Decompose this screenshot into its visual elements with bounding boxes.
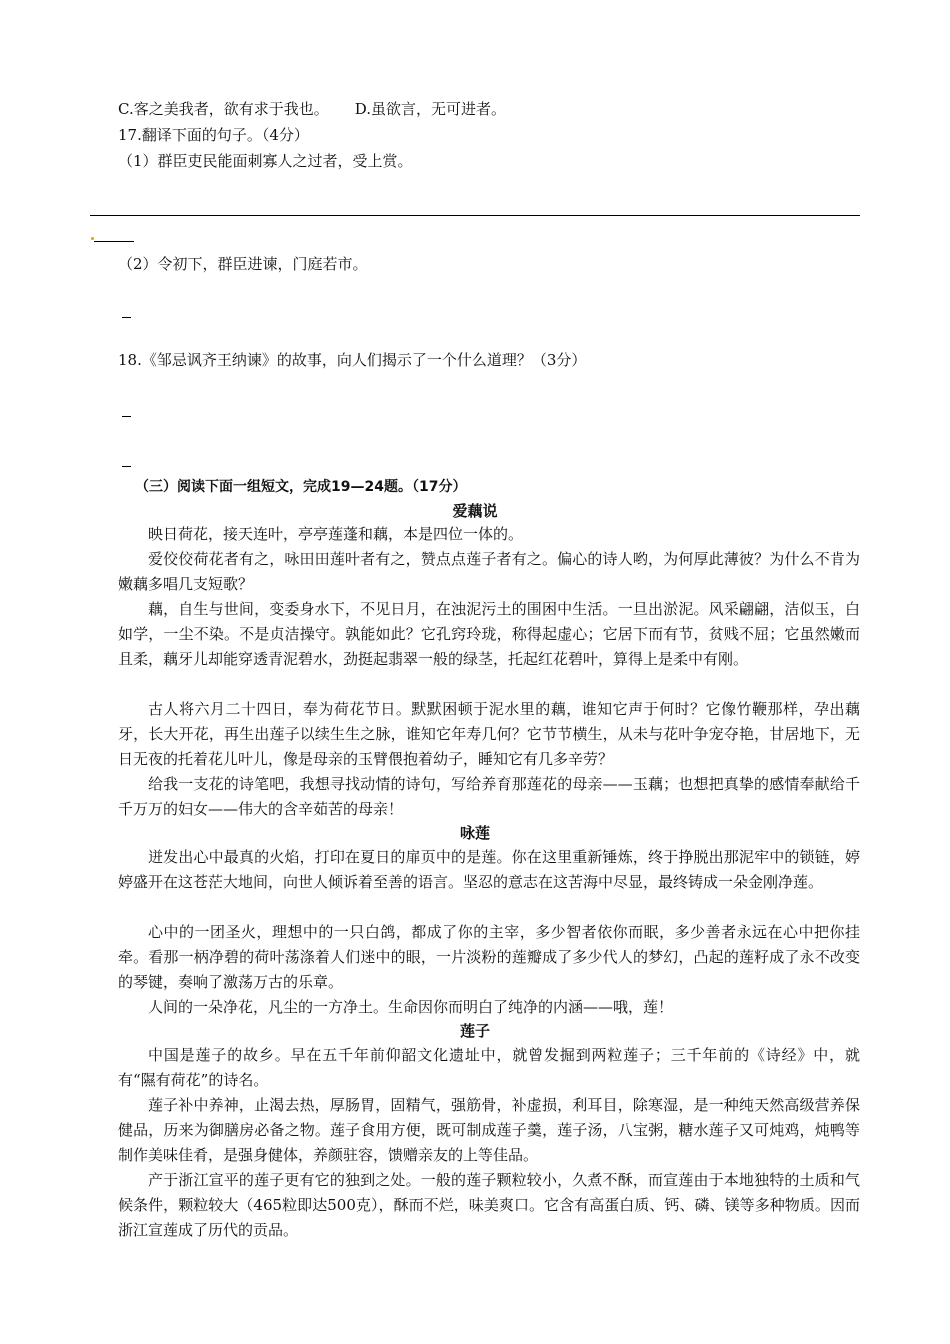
answer-line-short (94, 241, 134, 242)
section-heading: （三）阅读下面一组短文，完成19—24题。（17分） (135, 479, 467, 495)
mark-dot (91, 237, 94, 240)
answer-blank (122, 317, 131, 318)
article-3-paragraph: 产于浙江宣平的莲子更有它的独到之处。一般的莲子颗粒较小，久煮不酥，而宣莲由于本地独特的土质和气候条件，颗粒较大（465粒即达500克），酥而不烂，味美爽口。它含有高蛋白质、钙、磷、镁等多种物质。因而浙江宣莲成了历代的贡品。 (118, 1171, 861, 1239)
answer-blank (122, 466, 131, 467)
article-1-paragraph: 给我一支花的诗笔吧，我想寻找动情的诗句，写给养育那莲花的母亲——玉藕；也想把真挚的感情奉献给千千万万的妇女——伟大的含辛茹苦的母亲！ (118, 775, 860, 818)
article-3-title: 莲子 (459, 1022, 490, 1040)
article-3-paragraph: 中国是莲子的故乡。早在五千年前仰韶文化遗址中，就曾发掘到两粒莲子；三千年前的《诗经》中，就有“隰有荷花”的诗名。 (118, 1046, 860, 1089)
option-c: C.客之美我者，欲有求于我也。 (118, 100, 329, 118)
article-3-paragraph: 莲子补中养神，止渴去热，厚肠胃，固精气，强筋骨，补虚损，利耳目，除寒湿，是一种纯天然高级营养保健品，历来为御膳房必备之物。莲子食用方便，既可制成莲子羹，莲子汤，八宝粥，糖水莲子又可炖鸡，炖鸭等制作美味佳肴，是强身健体，养颜驻容，馈赠亲友的上等佳品。 (118, 1096, 860, 1164)
question-17-sentence-1: （1）群臣吏民能面刺寡人之过者，受上赏。 (118, 152, 413, 170)
article-2-paragraph: 心中的一团圣火，理想中的一只白鸽，都成了你的主宰，多少智者依你而眠，多少善者永远在心中把你挂牵。看那一柄净碧的荷叶荡涤着人们迷中的眼，一片淡粉的莲瓣成了多少代人的梦幻，凸起的莲籽成了永不改变的琴键，奏响了激荡万古的乐章。 (118, 923, 860, 991)
article-2-paragraph: 人间的一朵净花，凡尘的一方净土。生命因你而明白了纯净的内涵——哦，莲！ (148, 998, 674, 1016)
article-1-paragraph: 映日荷花，接天连叶，亭亭莲蓬和藕，本是四位一体的。 (148, 525, 524, 543)
question-18-title: 18.《邹忌讽齐王纳谏》的故事，向人们揭示了一个什么道理？（3分） (118, 351, 587, 369)
article-1-paragraph: 爱佼佼荷花者有之，咏田田莲叶者有之，赞点点莲子者有之。偏心的诗人哟，为何厚此薄彼？为什么不肯为嫩藕多唱几支短歌？ (118, 550, 860, 593)
article-2-title: 咏莲 (459, 824, 490, 842)
article-2-paragraph: 迸发出心中最真的火焰，打印在夏日的扉页中的是莲。你在这里重新锤炼，终于挣脱出那泥牢中的锁链，婷婷盛开在这苍茫大地间，向世人倾诉着至善的语言。坚忍的意志在这苦海中尽显，最终铸成一朵金刚净莲。 (118, 848, 860, 891)
answer-blank (122, 416, 131, 417)
article-1-paragraph: 古人将六月二十四日，奉为荷花节日。默默困顿于泥水里的藕，谁知它声于何时？它像竹鞭那样，孕出藕牙，长大开花，再生出莲子以续生生之脉，谁知它年寿几何？它节节横生，从未与花叶争宠夺艳，甘居地下，无日无夜的托着花儿叶儿，像是母亲的玉臂偎抱着幼子，睡知它有几多辛劳？ (118, 700, 860, 768)
option-line (118, 99, 506, 119)
answer-line (90, 215, 860, 216)
question-17-sentence-2: （2）令初下，群臣进谏，门庭若市。 (118, 255, 368, 273)
question-17-title: 17.翻译下面的句子。（4分） (118, 126, 309, 144)
option-d: D.虽欲言，无可进者。 (354, 100, 506, 118)
article-1-title: 爱藕说 (452, 502, 498, 520)
article-1-paragraph: 藕，自生与世间，变委身水下，不见日月，在浊泥污土的围困中生活。一旦出淤泥。风采翩翩，洁似玉，白如学，一尘不染。不是贞洁操守。孰能如此？它孔窍玲珑，称得起虚心；它居下而有节，贫贱不屈；它虽然嫩而且柔，藕牙儿却能穿透青泥碧水，劲挺起翡翠一般的绿茎，托起红花碧叶，算得上是柔中有刚。 (118, 600, 860, 668)
